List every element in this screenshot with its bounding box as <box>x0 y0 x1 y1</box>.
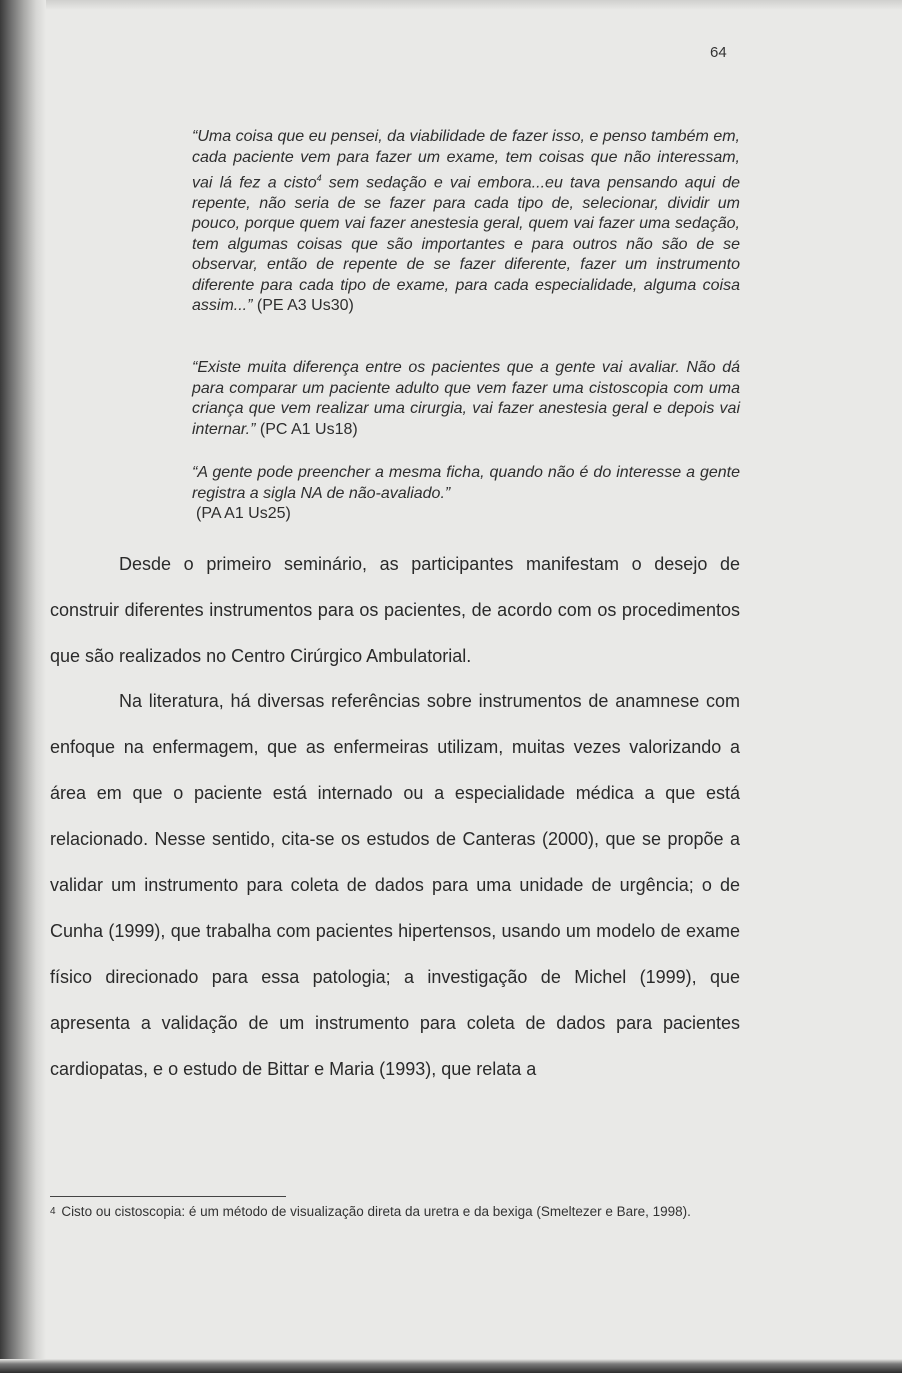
body-paragraph-1 <box>50 541 740 679</box>
footnote-reference: 4 <box>316 173 322 183</box>
page-number: 64 <box>710 44 727 61</box>
quote-text-continued: sem sedação e vai embora...eu tava pensando aqui de repente, não seria de se fazer para cada tipo de, selecionar, dividir um pouco, porque quem vai fazer anestesia geral, quem vai fazer uma sedação, tem algumas coisas que são importantes e para outros não são de se observar, então de repente de se fazer diferente, fazer um instrumento diferente para cada tipo de exame, para cada especialidade, alguma coisa assim...” <box>192 174 741 315</box>
quote-reference: (PC A1 Us18) <box>255 420 358 438</box>
scan-binding-shadow <box>0 0 46 1373</box>
paragraph-text: Na literatura, há diversas referências sobre instrumentos de anamnese com enfoque na enfermagem, que as enfermeiras utilizam, muitas vezes valorizando a área em que o paciente está internado ou a especialidade médica a que está relacionado. Nesse sentido, cita-se os estudos de Canteras (2000), que se propõe a validar um instrumento para coleta de dados para uma unidade de urgência; o de Cunha (1999), que trabalha com pacientes hipertensos, usando um modelo de exame físico direcionado para essa patologia; a investigação de Michel (1999), que apresenta a validação de um instrumento para coleta de dados para pacientes cardiopatas, e o estudo de Bittar e Maria (1993), que relata a <box>50 691 740 1079</box>
quote-text: “A gente pode preencher a mesma ficha, quando não é do interesse a gente registra a sigla NA de não-avaliado.” <box>192 464 740 502</box>
footnote-mark: 4 <box>50 1206 56 1217</box>
interview-quote-3 <box>192 463 740 525</box>
paragraph-text: Desde o primeiro seminário, as participantes manifestam o desejo de construir diferentes instrumentos para os pacientes, de acordo com os procedimentos que são realizados no Centro Cirúrgico Ambulatorial. <box>50 554 740 666</box>
quote-text: “Uma coisa que eu pensei, da viabilidade de fazer isso, e penso também em, cada paciente vem para fazer um exame, tem coisas que não interessam, vai lá fez a cisto <box>192 128 740 192</box>
quote-reference: (PE A3 Us30) <box>252 297 354 315</box>
footnote <box>50 1202 740 1221</box>
scan-top-edge <box>0 0 902 10</box>
footnote-divider <box>50 1196 286 1197</box>
scan-bottom-edge <box>0 1359 902 1373</box>
quote-reference: (PA A1 Us25) <box>196 505 291 522</box>
body-paragraph-2 <box>50 678 740 1092</box>
interview-quote-1 <box>192 127 740 317</box>
quote-text: “Existe muita diferença entre os pacientes que a gente vai avaliar. Não dá para comparar um paciente adulto que vem fazer uma cistoscopia com uma criança que vem realizar uma cirurgia, vai fazer anestesia geral e depois vai internar.” <box>192 359 740 438</box>
footnote-text: Cisto ou cistoscopia: é um método de visualização direta da uretra e da bexiga (Smeltezer e Bare, 1998). <box>57 1204 691 1219</box>
interview-quote-2 <box>192 358 740 440</box>
